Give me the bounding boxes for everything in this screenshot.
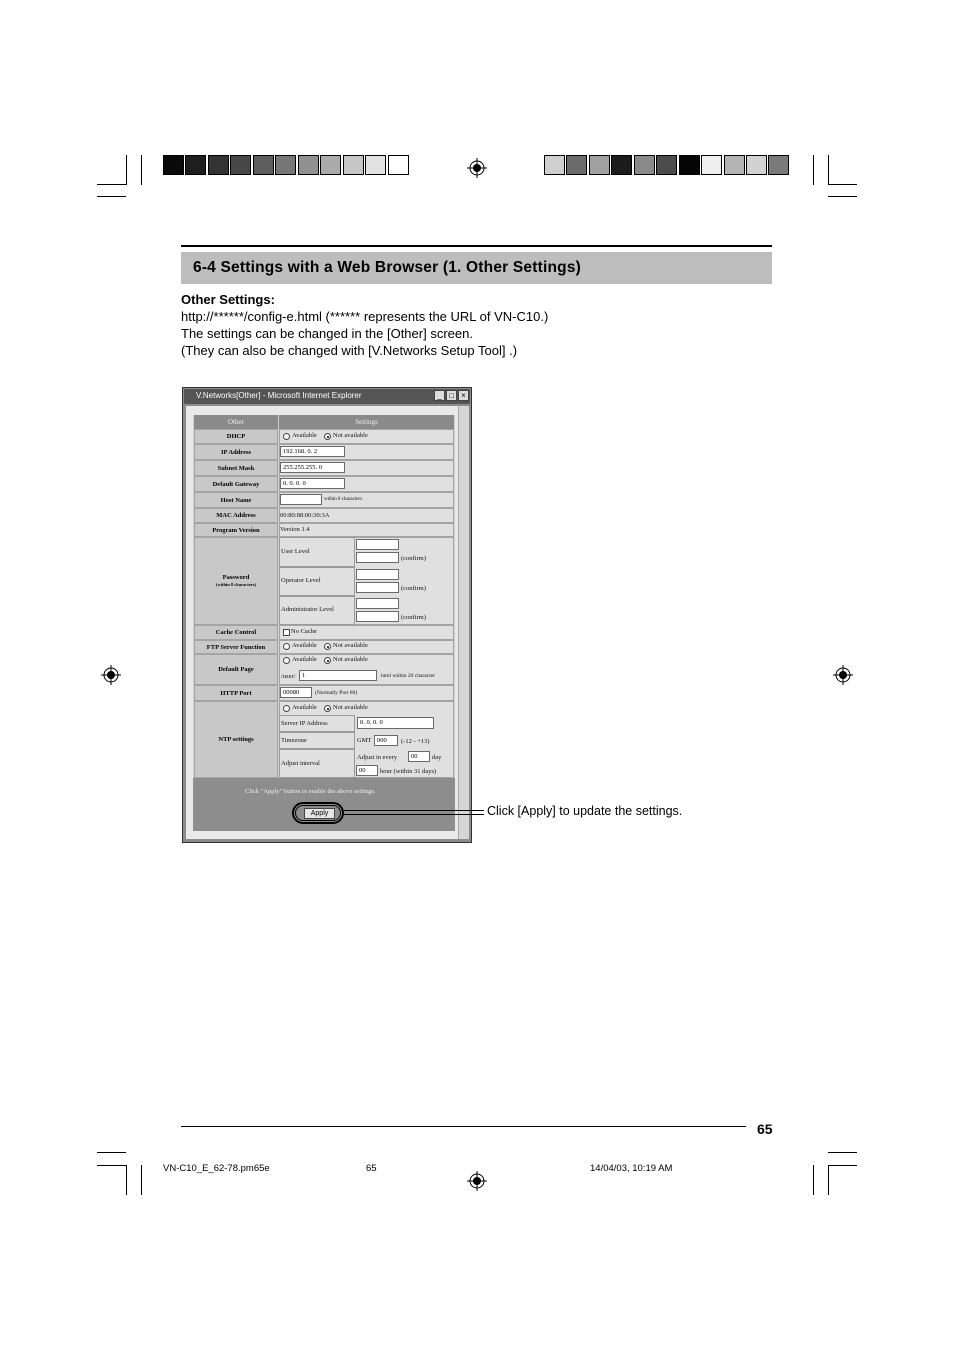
intro-text	[181, 291, 548, 359]
adjust-hour-input[interactable]: 00	[356, 765, 378, 776]
registration-target-icon	[101, 665, 121, 685]
program-version-value: Version 1.4	[280, 526, 310, 533]
program-version-label: Program Version	[194, 523, 278, 537]
subnet-mask-input[interactable]: 255.255.255. 0	[280, 462, 345, 473]
close-icon[interactable]: ×	[458, 390, 469, 401]
registration-target-icon	[833, 665, 853, 685]
host-name-label: Host Name	[194, 492, 278, 508]
intro-line: (They can also be changed with [V.Networks Setup Tool] .)	[181, 343, 518, 358]
admin-password-confirm-input[interactable]	[356, 611, 399, 622]
callout-line	[344, 810, 484, 815]
column-header-other: Other	[194, 415, 278, 429]
ftp-not-available-radio[interactable]	[324, 643, 331, 650]
dhcp-not-available-radio[interactable]	[324, 433, 331, 440]
ntp-not-available-radio[interactable]	[324, 705, 331, 712]
callout-text: Click [Apply] to update the settings.	[487, 804, 683, 818]
operator-password-confirm-input[interactable]	[356, 582, 399, 593]
admin-password-input[interactable]	[356, 598, 399, 609]
adjust-hour-label: hour (within 31 days)	[380, 768, 437, 775]
radio-label: Available	[292, 656, 317, 663]
radio-label: Available	[292, 642, 317, 649]
dhcp-available-radio[interactable]	[283, 433, 290, 440]
default-page-prefix: /user/	[281, 673, 296, 680]
adjust-every-label: Adjust in every	[357, 754, 398, 761]
timezone-label: Timezone	[281, 737, 307, 744]
host-name-input[interactable]	[280, 494, 322, 505]
http-port-note: (Normally Port 80)	[315, 690, 358, 696]
footer-note: Click "Apply" button to enable the above settings.	[245, 788, 376, 795]
host-name-note: within 8 characters	[324, 497, 363, 502]
password-label-cell	[194, 537, 278, 625]
confirm-label: (confirm)	[401, 614, 426, 621]
no-cache-checkbox[interactable]	[283, 629, 290, 636]
password-note: (within 8 characters)	[216, 582, 256, 587]
cache-control-label: Cache Control	[194, 625, 278, 640]
radio-label: Not available	[333, 432, 368, 439]
crop-mark	[813, 155, 814, 185]
adjust-day-label: day	[432, 754, 442, 761]
crop-mark	[141, 1165, 142, 1195]
crop-mark	[97, 1165, 126, 1166]
default-page-label: Default Page	[194, 654, 278, 685]
crop-mark	[126, 155, 127, 185]
crop-mark	[828, 196, 857, 197]
registration-target-icon	[467, 1171, 487, 1191]
intro-line: The settings can be changed in the [Other] screen.	[181, 326, 473, 341]
slug-date: 14/04/03, 10:19 AM	[590, 1163, 673, 1174]
ntp-server-label: Server IP Address	[281, 720, 328, 727]
crop-mark	[126, 1165, 127, 1195]
default-page-input[interactable]: 1	[299, 670, 377, 681]
crop-mark	[141, 155, 142, 185]
mac-address-label: MAC Address	[194, 508, 278, 523]
crop-mark	[813, 1165, 814, 1195]
ip-address-input[interactable]: 192.168. 0. 2	[280, 446, 345, 457]
crop-mark	[828, 1152, 857, 1153]
intro-line: http://******/config-e.html (****** represents the URL of VN-C10.)	[181, 309, 549, 324]
crop-mark	[828, 155, 829, 185]
apply-button[interactable]: Apply	[304, 808, 335, 819]
minimize-icon[interactable]: _	[434, 390, 445, 401]
adjust-interval-label: Adjust interval	[281, 760, 320, 767]
password-label: Password	[222, 574, 250, 581]
confirm-label: (confirm)	[401, 585, 426, 592]
subnet-mask-label: Subnet Mask	[194, 460, 278, 476]
crop-mark	[97, 184, 126, 185]
radio-label: Available	[292, 432, 317, 439]
timezone-input[interactable]: 000	[374, 735, 398, 746]
radio-label: Not available	[333, 642, 368, 649]
timezone-range: (-12 - +13)	[401, 738, 430, 745]
no-cache-label: No Cache	[291, 628, 317, 635]
dhcp-label: DHCP	[194, 429, 278, 444]
adjust-day-input[interactable]: 00	[408, 751, 430, 762]
crop-mark	[828, 1165, 829, 1195]
slug-page: 65	[366, 1163, 377, 1174]
maximize-icon[interactable]: □	[446, 390, 457, 401]
crop-mark	[828, 184, 857, 185]
page-number: 65	[757, 1121, 773, 1137]
section-rule	[181, 245, 772, 247]
column-header-settings: Settings	[279, 415, 454, 429]
section-title: 6-4 Settings with a Web Browser (1. Other Settings)	[193, 259, 582, 276]
radio-label: Not available	[333, 704, 368, 711]
scrollbar[interactable]	[458, 406, 469, 839]
radio-label: Available	[292, 704, 317, 711]
http-port-label: HTTP Port	[194, 685, 278, 701]
ntp-available-radio[interactable]	[283, 705, 290, 712]
footer-rule	[181, 1126, 746, 1127]
registration-target-icon	[467, 158, 487, 178]
slug-file: VN-C10_E_62-78.pm65e	[163, 1163, 270, 1174]
radio-label: Not available	[333, 656, 368, 663]
ip-address-label: IP Address	[194, 444, 278, 460]
crop-mark	[97, 1152, 126, 1153]
default-gateway-label: Default Gateway	[194, 476, 278, 492]
ntp-server-input[interactable]: 0. 0. 0. 0	[357, 717, 434, 729]
default-page-suffix: html within 20 character	[381, 673, 435, 679]
user-level-label: User Level	[281, 548, 310, 555]
administrator-level-label: Administrator Level	[281, 606, 334, 613]
http-port-input[interactable]: 00080	[280, 687, 312, 698]
default-page-not-available-radio[interactable]	[324, 657, 331, 664]
intro-heading: Other Settings:	[181, 292, 275, 307]
mac-address-value: 00:80:88:00:30:3A	[280, 512, 330, 519]
default-page-available-radio[interactable]	[283, 657, 290, 664]
default-gateway-input[interactable]: 0. 0. 0. 0	[280, 478, 345, 489]
crop-mark	[97, 196, 126, 197]
crop-mark	[828, 1165, 857, 1166]
ftp-label: FTP Server Function	[194, 640, 278, 654]
operator-password-input[interactable]	[356, 569, 399, 580]
timezone-prefix: GMT	[357, 737, 372, 744]
user-password-input[interactable]	[356, 539, 399, 550]
user-password-confirm-input[interactable]	[356, 552, 399, 563]
operator-level-label: Operator Level	[281, 577, 321, 584]
confirm-label: (confirm)	[401, 555, 426, 562]
ntp-label: NTP settings	[194, 701, 278, 778]
ftp-available-radio[interactable]	[283, 643, 290, 650]
browser-title: V.Networks[Other] - Microsoft Internet Explorer	[196, 391, 362, 400]
